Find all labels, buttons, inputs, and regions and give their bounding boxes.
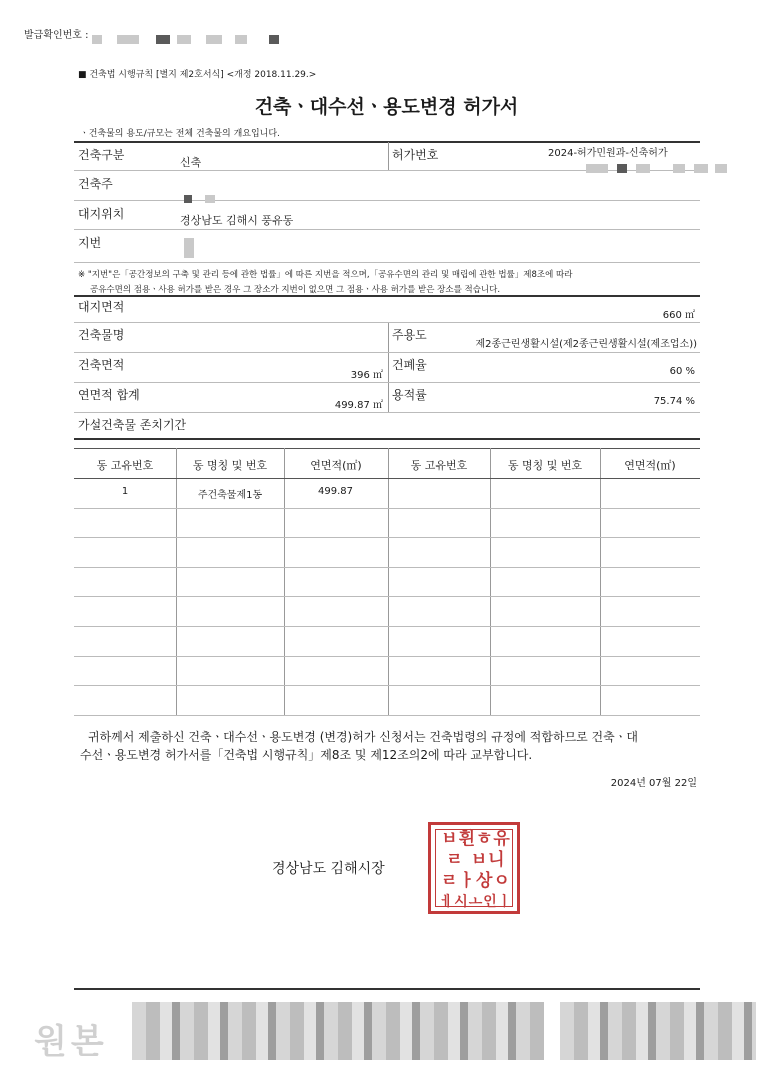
site-area-value: 660 ㎡ [662,310,695,321]
section-border [74,295,700,297]
form-reference: ■ 건축법 시행규칙 [별지 제2호서식] <개정 2018.11.29.> [78,70,317,80]
footer-border [74,988,700,990]
table-header-cell: 동 고유번호 [410,459,468,472]
site-location-value: 경상남도 김해시 풍유동 [180,214,294,227]
lot-note-line1: ※ "지번"은「공간정보의 구축 및 관리 등에 관한 법률」에 따른 지번을 적으며,「공유수면의 관리 및 매립에 관한 법률」제8조에 따라 [78,270,573,280]
divider [74,229,700,230]
permit-number-label: 허가번호 [392,148,439,162]
divider [74,322,700,323]
permit-number-value: 2024-허가민원과-신축허가 [548,148,668,159]
table-row-divider [74,567,700,568]
table-header-cell: 연면적(㎡) [310,459,362,472]
building-name-label: 건축물명 [78,328,125,342]
build-type-value: 신축 [180,156,202,169]
lot-number-redacted [184,238,194,262]
building-area-value: 396 ㎡ [350,370,383,381]
table-column-divider [490,448,491,715]
issue-number-label: 발급확인번호 : [24,30,89,41]
table-cell: 499.87 [318,486,353,497]
original-watermark: 원본 [34,1022,108,1062]
issue-date: 2024년 07월 22일 [610,778,697,789]
statement-line2: 수선ㆍ용도변경 허가서를「건축법 시행규칙」제8조 및 제12조의2에 따라 교부합니다. [80,748,533,762]
divider [388,142,389,170]
statement-line1: 귀하께서 제출하신 건축ㆍ대수선ㆍ용도변경 (변경)허가 신청서는 건축법령의 규정에 적합하므로 건축ㆍ대 [88,730,638,744]
main-use-label: 주용도 [392,328,427,342]
build-type-label: 건축구분 [78,148,125,162]
divider [74,412,700,413]
owner-redacted [184,188,215,207]
divider [74,382,700,383]
divider [74,262,700,263]
total-floor-area-value: 499.87 ㎡ [334,400,383,411]
table-header-cell: 동 명칭 및 번호 [192,459,268,472]
issue-number-redacted [92,29,279,48]
table-row-divider [74,508,700,509]
table-top-border [74,438,700,440]
table-cell: 주건축물제1동 [197,490,263,501]
site-location-label: 대지위치 [78,207,125,221]
barcode-redacted [132,1002,544,1060]
table-header-border [74,448,700,449]
scope-note: ㆍ건축물의 용도/규모는 전체 건축물의 개요입니다. [80,129,280,139]
building-area-label: 건축면적 [78,358,125,372]
table-row-divider [74,537,700,538]
table-cell: 1 [121,486,129,497]
table-header-cell: 동 고유번호 [96,459,154,472]
table-top-border [74,141,700,143]
floor-area-ratio-value: 75.74 % [653,396,695,407]
table-column-divider [600,448,601,715]
table-row-divider [74,656,700,657]
divider [74,352,700,353]
site-area-label: 대지면적 [78,300,125,314]
total-floor-area-label: 연면적 합계 [78,388,140,402]
lot-note-line2: 공유수면의 점용ㆍ사용 허가를 받은 경우 그 장소가 지번이 없으면 그 점용ㆍ사용 허가를 받은 장소를 적습니다. [90,285,501,295]
divider [74,200,700,201]
permit-number-redacted [586,158,727,177]
floor-area-ratio-label: 용적률 [392,388,427,402]
table-row-divider [74,715,700,716]
official-seal: ㅂ휜ㅎ유 ㄹ ㅂ니 ㄹㅏ상ㅇ ㅔ시ㅗ인ㅣ [428,822,520,914]
table-row-divider [74,596,700,597]
main-use-value: 제2종근린생활시설(제2종근린생활시설(제조업소)) [475,339,697,350]
coverage-ratio-value: 60 % [669,366,695,377]
table-row-divider [74,685,700,686]
table-row-divider [74,626,700,627]
lot-number-label: 지번 [78,236,102,250]
temporary-period-label: 가설건축물 존치기간 [78,418,187,432]
barcode-redacted [560,1002,756,1060]
issuer-name: 경상남도 김해시장 [272,861,385,877]
table-header-border [74,478,700,479]
table-column-divider [388,448,389,715]
table-header-cell: 동 명칭 및 번호 [507,459,583,472]
coverage-ratio-label: 건폐율 [392,358,427,372]
divider [388,323,389,412]
page-title: 건축ㆍ대수선ㆍ용도변경 허가서 [254,96,519,118]
owner-label: 건축주 [78,177,113,191]
table-header-cell: 연면적(㎡) [624,459,676,472]
table-column-divider [284,448,285,715]
